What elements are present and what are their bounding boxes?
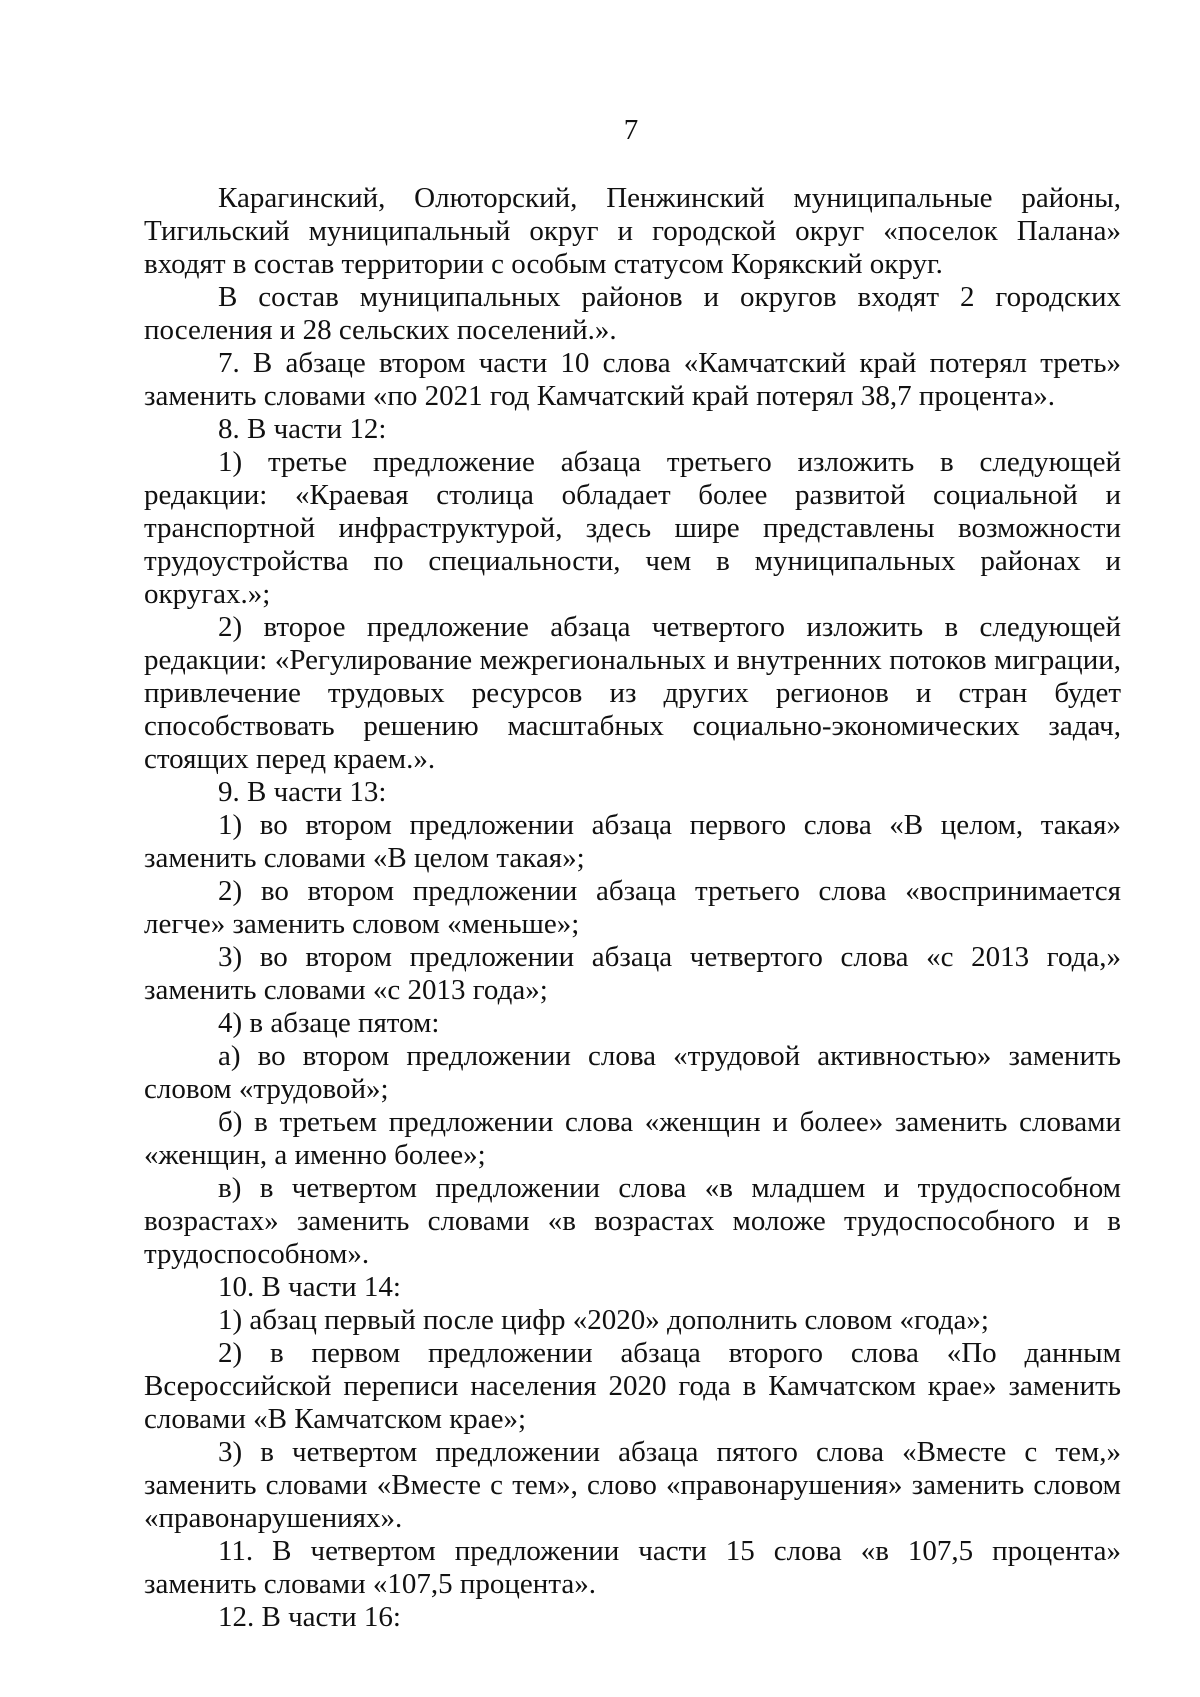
paragraph: 4) в абзаце пятом: bbox=[218, 1007, 440, 1039]
paragraph: 3) во втором предложении абзаца четвертого слова «с 2013 года,» заменить словами «с 2013 года»; bbox=[144, 941, 1121, 1006]
paragraph: 11. В четвертом предложении части 15 слова «в 107,5 процента» заменить словами «107,5 процента». bbox=[144, 1535, 1121, 1600]
paragraph: 2) во втором предложении абзаца третьего слова «воспринимается легче» заменить словом «меньше»; bbox=[144, 875, 1121, 940]
paragraph: 9. В части 13: bbox=[218, 776, 387, 808]
paragraph: 2) второе предложение абзаца четвертого изложить в следующей редакции: «Регулирование межрегиональных и внутренних потоков миграции, привлечение трудовых ресурсов из других регионов и стран будет способствовать решению масштабных социально-экономических задач, стоящих перед краем.». bbox=[144, 611, 1121, 775]
page-number: 7 bbox=[623, 114, 639, 146]
paragraph: а) во втором предложении слова «трудовой активностью» заменить словом «трудовой»; bbox=[144, 1040, 1121, 1105]
paragraph: 1) третье предложение абзаца третьего изложить в следующей редакции: «Краевая столица обладает более развитой социальной и транспортной инфраструктурой, здесь шире представлены возможности трудоустройства по специальности, чем в муниципальных районах и округах.»; bbox=[144, 446, 1121, 610]
paragraph: 1) во втором предложении абзаца первого слова «В целом, такая» заменить словами «В целом такая»; bbox=[144, 809, 1121, 874]
paragraph: 8. В части 12: bbox=[218, 413, 387, 445]
paragraph: 7. В абзаце втором части 10 слова «Камчатский край потерял треть» заменить словами «по 2021 год Камчатский край потерял 38,7 процента». bbox=[144, 347, 1121, 412]
paragraph: Карагинский, Олюторский, Пенжинский муниципальные районы, Тигильский муниципальный округ и городской округ «поселок Палана» входят в состав территории с особым статусом Корякский округ. bbox=[144, 182, 1121, 280]
paragraph: 1) абзац первый после цифр «2020» дополнить словом «года»; bbox=[218, 1304, 989, 1336]
paragraph: 2) в первом предложении абзаца второго слова «По данным Всероссийской переписи населения 2020 года в Камчатском крае» заменить словами «В Камчатском крае»; bbox=[144, 1337, 1121, 1435]
paragraph: б) в третьем предложении слова «женщин и более» заменить словами «женщин, а именно более»; bbox=[144, 1106, 1121, 1171]
document-body bbox=[144, 182, 1121, 1634]
paragraph: 3) в четвертом предложении абзаца пятого слова «Вместе с тем,» заменить словами «Вместе с тем», слово «правонарушения» заменить словом «правонарушениях». bbox=[144, 1436, 1121, 1534]
paragraph: 12. В части 16: bbox=[218, 1601, 401, 1633]
paragraph: 10. В части 14: bbox=[218, 1271, 401, 1303]
paragraph: В состав муниципальных районов и округов входят 2 городских поселения и 28 сельских поселений.». bbox=[144, 281, 1121, 346]
paragraph: в) в четвертом предложении слова «в младшем и трудоспособном возрастах» заменить словами «в возрастах моложе трудоспособного и в трудоспособном». bbox=[144, 1172, 1121, 1270]
